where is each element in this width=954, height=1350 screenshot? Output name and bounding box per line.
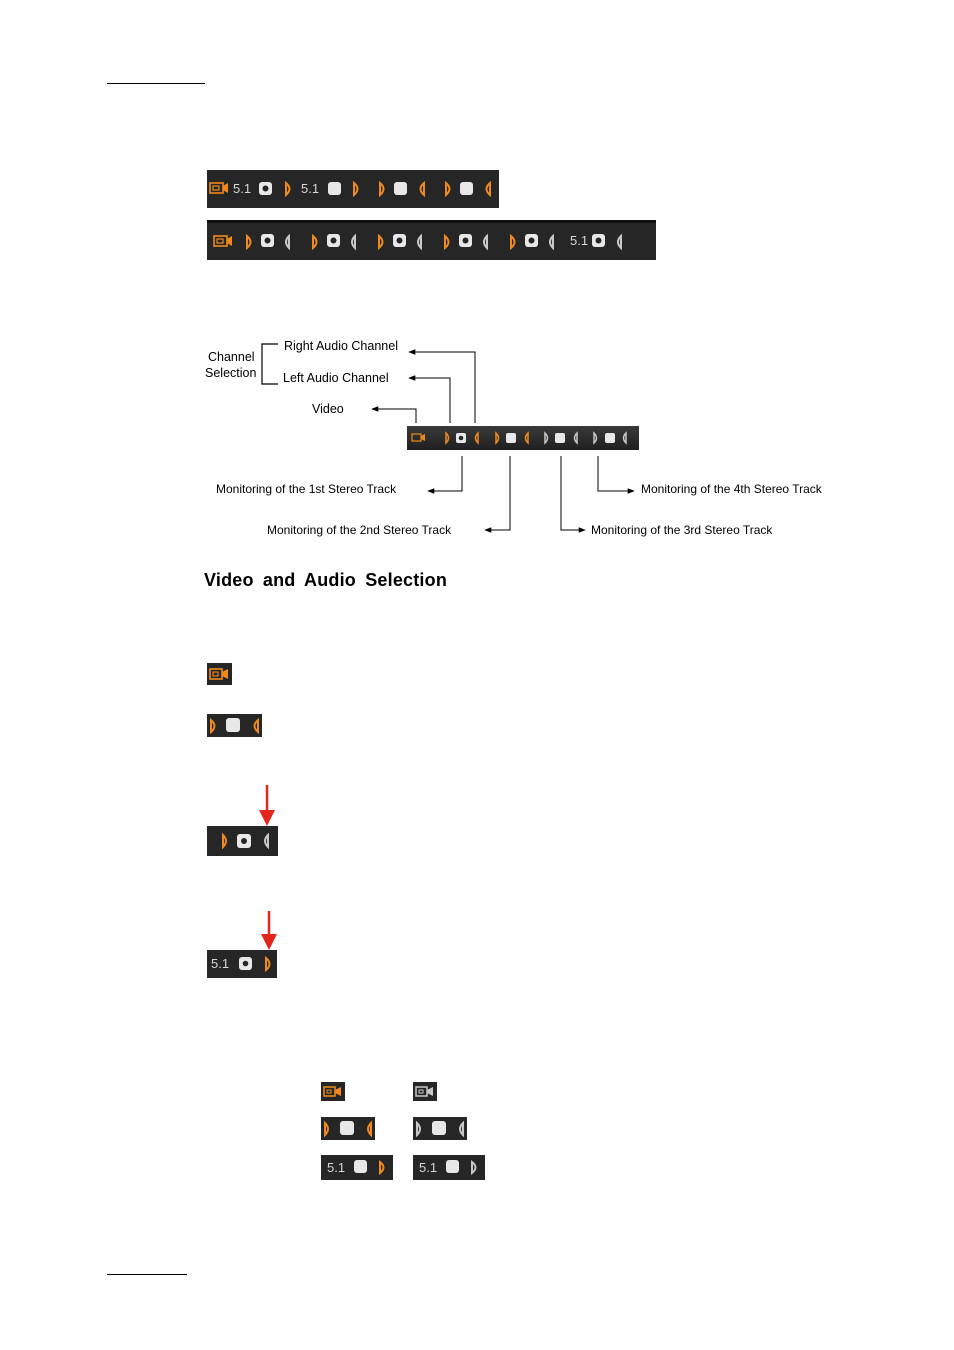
channel-selection-label: Selection	[205, 366, 257, 380]
stereo-inactive-state[interactable]	[413, 1117, 467, 1140]
monitor-button-icon[interactable]	[340, 1121, 354, 1135]
monitor-button-icon[interactable]	[446, 1160, 459, 1173]
stereo-track-icons	[413, 1117, 467, 1140]
video-camera-icon	[321, 1082, 345, 1101]
right-channel-icon[interactable]	[417, 1123, 420, 1135]
red-down-arrow-icon	[259, 785, 275, 826]
video-active-state[interactable]	[321, 1082, 345, 1101]
red-down-arrow-icon	[261, 911, 277, 950]
monitor-button-icon[interactable]	[239, 957, 252, 970]
left-channel-icon[interactable]	[265, 835, 268, 847]
surround-label: 5.1	[327, 1160, 346, 1175]
monitor-button-icon[interactable]	[354, 1160, 367, 1173]
stereo-track-left-inactive-example[interactable]	[207, 826, 278, 856]
monitor-button-icon[interactable]	[237, 834, 251, 848]
left-channel-icon[interactable]	[368, 1123, 371, 1135]
surround-label: 5.1	[419, 1160, 438, 1175]
surround-active-state[interactable]	[321, 1155, 393, 1180]
right-channel-icon[interactable]	[380, 1162, 384, 1173]
left-channel-icon[interactable]	[460, 1123, 463, 1135]
right-channel-icon[interactable]	[472, 1162, 476, 1173]
monitor-button-icon[interactable]	[432, 1121, 446, 1135]
monitoring-1st-label: Monitoring of the 1st Stereo Track	[216, 482, 397, 496]
section-heading: Video and Audio Selection	[204, 570, 448, 590]
stereo-track-icons	[207, 826, 278, 856]
surround-label: 5.1	[211, 956, 230, 971]
left-audio-channel-label: Left Audio Channel	[283, 371, 389, 385]
video-camera-icon	[413, 1082, 437, 1101]
surround-label: 5.1	[233, 181, 252, 196]
monitoring-4th-label: Monitoring of the 4th Stereo Track	[641, 482, 822, 496]
surround-inactive-state[interactable]	[413, 1155, 485, 1180]
surround-track-example[interactable]	[207, 950, 277, 978]
stereo-active-state[interactable]	[321, 1117, 375, 1140]
right-audio-channel-label: Right Audio Channel	[284, 339, 398, 353]
video-label: Video	[312, 402, 344, 416]
monitoring-3rd-label: Monitoring of the 3rd Stereo Track	[591, 523, 773, 537]
stereo-track-icons	[321, 1117, 375, 1140]
monitoring-2nd-label: Monitoring of the 2nd Stereo Track	[267, 523, 452, 537]
surround-label: 5.1	[301, 181, 320, 196]
surround-label: 5.1	[570, 233, 589, 248]
right-channel-icon[interactable]	[325, 1123, 328, 1135]
right-channel-icon[interactable]	[266, 958, 270, 970]
video-inactive-state[interactable]	[413, 1082, 437, 1101]
channel-selection-label: Channel	[208, 350, 255, 364]
right-channel-icon[interactable]	[223, 835, 226, 847]
